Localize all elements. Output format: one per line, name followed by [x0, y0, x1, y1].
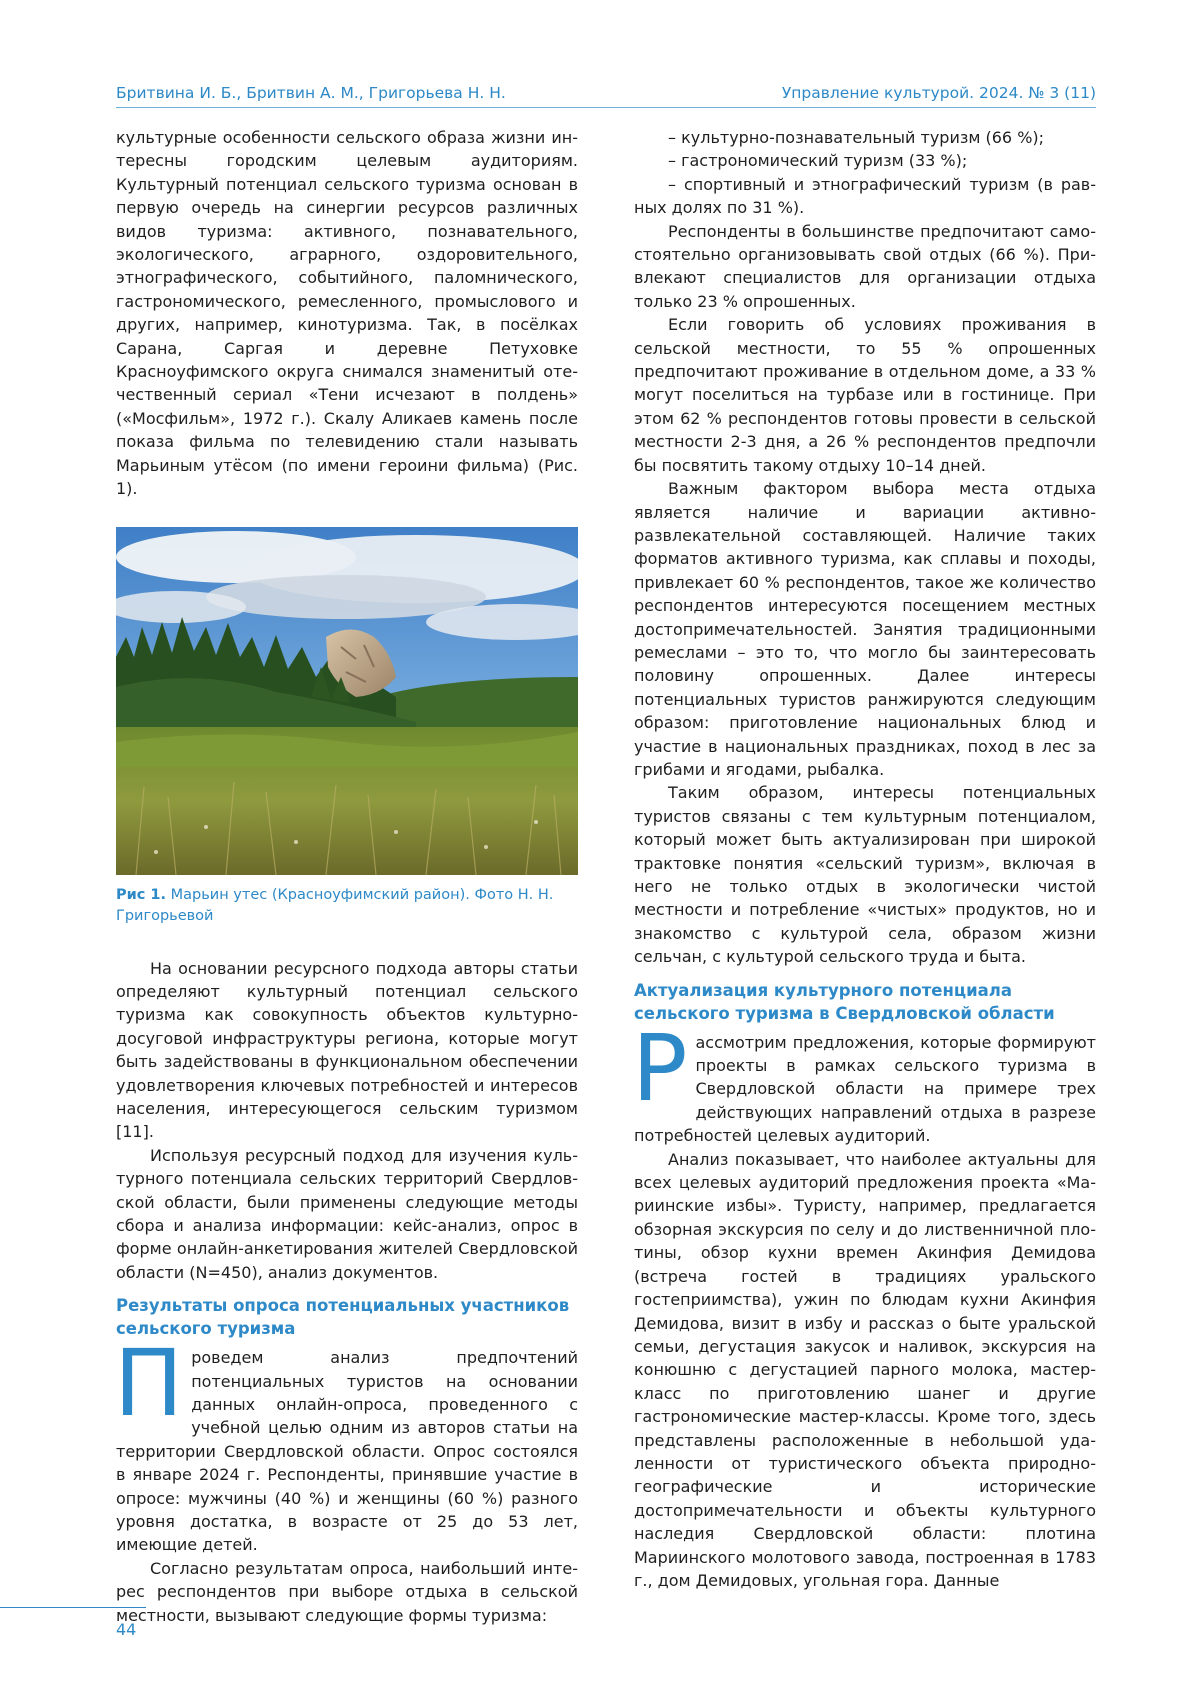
header-rule [116, 107, 1096, 108]
paragraph: Респонденты в большинстве предпочитают самостоятельно организовывать свой отдых (66 %). Привлекают специалистов для организации отдыха только 23 % опрошенных. [634, 221, 1096, 311]
section-heading: Актуализация культурного потенциала сельского туризма в Свердловской области [634, 980, 1055, 1023]
paragraph-dropcap [114, 1330, 578, 1557]
right-column [634, 126, 1096, 1592]
paragraph: Важным фактором выбора места отдыха является наличие и вариации активно-развлекательной составляющей. Наличие таких форматов активного туризма, как сплавы и походы, привлекает 60 % респондентов, такое же количество респондентов интересуются посещением местных достопримечательностей. Занятия традиционными ремеслами – это то, что могло бы заинтересовать половину опрошенных. Далее интересы потенциальных туристов ранжируются следующим образом: приготовление национальных блюд и участие в национальных праздниках, поход в лес за грибами и ягодами, рыбалка. [634, 479, 1096, 779]
paragraph: Если говорить об условиях проживания в сельской местности, то 55 % опрошенных предпочитают проживание в отдельном доме, а 33 % могут поселиться на турбазе или в гостинице. При этом 62 % респондентов готовы провести в сельской местности 2-3 дня, а 26 % респондентов предпочли бы посвятить такому отдыху 10–14 дней. [634, 315, 1096, 475]
header-authors: Бритвина И. Б., Бритвин А. М., Григорьева Н. Н. [116, 84, 506, 102]
paragraph: На основании ресурсного подхода авторы статьи определяют культурный потенциал сельского туризма как совокупность объектов культурно-досуговой инфраструктуры региона, которые могут быть задействованы в функциональном обеспечении удовлетворения ключевых потребностей и интересов населения, интересующегося сельским туризмом [11]. [116, 958, 578, 1142]
caption-label: Рис 1. [116, 886, 167, 903]
paragraph: культурные особенности сельского образа жизни интересны городским целевым аудиториям. Культурный потенциал сельского туризма основан в первую очередь на синергии ресурсов различных видов туризма: активного, познавательного, экологического, аграрного, оздоровительного, этнографического, событийного, паломнического, гастрономического, ремесленного, промыслового и других, например, кинотуризма. Так, в посёлках Сарана, Саргая и деревне Петуховке Красноуфимского округа снимался знаменитый отечественный сериал «Тени исчезают в полдень» («Мосфильм», 1972 г.). Скалу Аликаев камень после показа фильма по телевидению стали называть Марьиным утёсом (по имени героини фильма) (Рис. 1). [116, 128, 578, 499]
paragraph-dropcap [632, 1014, 1096, 1148]
page-number: 44 [116, 1620, 137, 1639]
list-item: – культурно-познавательный туризм (66 %); [668, 128, 1045, 147]
paragraph: Используя ресурсный подход для изучения культурного потенциала сельских территорий Свердловской области, были применены следующие методы сбора и анализа информации: кейс-анализ, опрос в форме онлайн-анкетирования жителей Свердловской области (N=450), анализ документов. [116, 1145, 578, 1282]
section-heading: Результаты опроса потенциальных участников сельского туризма [116, 1296, 570, 1339]
drop-cap: П [114, 1330, 184, 1438]
landscape-photo [116, 527, 578, 875]
running-head [116, 84, 1096, 102]
left-column [116, 126, 578, 1627]
list-item: – спортивный и этнографический туризм (в равных долях по 31 %). [634, 174, 1096, 218]
header-journal: Управление культурой. 2024. № 3 (11) [781, 84, 1096, 102]
figure-1-caption [116, 885, 578, 927]
paragraph-text: ассмотрим предложения, которые формируют проекты в рамках сельского туризма в Свердловской области на примере трех действующих направлений отдыха в разрезе потребностей целевых аудиторий. [634, 1032, 1096, 1146]
paragraph: Согласно результатам опроса, наибольший интерес респондентов при выборе отдыха в сельской местности, вызывают следующие формы туризма: [116, 1558, 578, 1625]
paragraph: Анализ показывает, что наиболее актуальны для всех целевых аудиторий предложения проекта «Мариинские избы». Туристу, например, предлагается обзорная экскурсия по селу и до лиственничной плотины, обзор кухни времен Акинфия Демидова (встреча гостей в традициях уральского гостеприимства), ужин по блюдам кухни Акинфия Демидова, визит в избу и рассказ о быте уральской семьи, дегустация закусок и наливок, экскурсия на конюшню с дегустацией парного молока, мастер-класс по приготовлению шанег и другие гастрономические мастер-классы. Кроме того, здесь представлены расположенные в небольшой удаленности от туристического объекта природно-географические и исторические достопримечательности и объекты культурного наследия Свердловской области: плотина Мариинского молотового завода, построенная в 1783 г., дом Демидовых, угольная гора. Данные [634, 1149, 1096, 1590]
figure-1-photo [116, 527, 578, 875]
caption-text: Марьин утес (Красноуфимский район). Фото Н. Н. Григорьевой [116, 886, 554, 924]
list-item: – гастрономический туризм (33 %); [668, 151, 968, 171]
paragraph-text: роведем анализ предпочтений потенциальных туристов на основании данных онлайн-опроса, проведенного с учебной целью одним из авторов статьи на территории Свердловской области. Опрос состоялся в январе 2024 г. Респонденты, принявшие участие в опросе: мужчины (40 %) и женщины (60 %) разного уровня достатка, в возрасте от 25 до 53 лет, имеющие детей. [116, 1348, 578, 1555]
drop-cap: Р [632, 1014, 688, 1122]
paragraph: Таким образом, интересы потенциальных туристов связаны с тем культурным потенциалом, который может быть актуализирован при широкой трактовке понятия «сельский туризм», включая в него не только отдых в экологически чистой местности и потребление «чистых» продуктов, но и знакомство с культурой села, образом жизни сельчан, с культурой сельского труда и быта. [634, 783, 1096, 967]
footer-rule [0, 1607, 146, 1608]
